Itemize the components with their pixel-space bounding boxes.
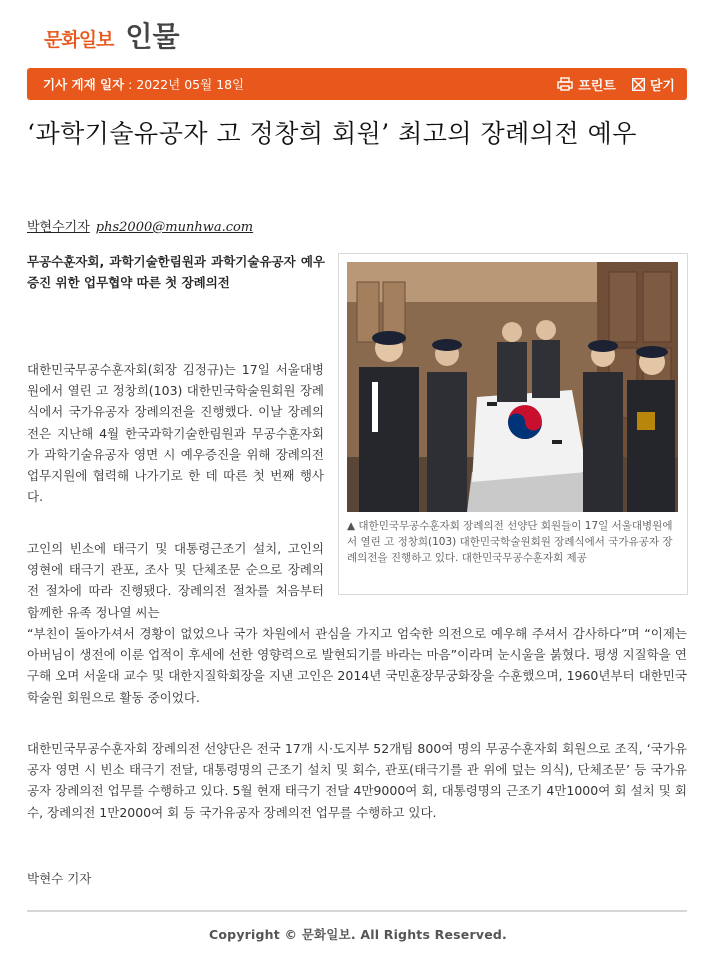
site-logo[interactable] (44, 16, 180, 52)
article-paragraph-2a: 고인의 빈소에 태극기 및 대통령근조기 설치, 고인의 영현에 태극기 관포, 조사 및 단체조문 순으로 장례의전 절차에 따라 진행됐다. 장례의전 절차를 처음부터 함께한 유족 정나열 씨는 (27, 541, 324, 620)
print-button[interactable] (557, 75, 616, 94)
printer-icon (557, 77, 573, 91)
article-paragraph-3: 대한민국무공수훈자회 장례의전 선양단은 전국 17개 시·도지부 52개팀 800여 명의 무공수훈자회 회원으로 조직, ‘국가유공자 영면 시 빈소 태극기 전달, 대통령명의 근조기 설치 및 회수, 관포(태극기를 관 위에 덮는 의식), 단체조문’ 등 국가유공자 장례의전 업무를 수행하고 있다. 5월 현재 태극기 전달 4만9000여 회, 대통령명의 근조기 4만1000여 회 설치 및 회수, 장례의전 1만2000여 회 등 국가유공자 장례의전 업무를 수행하고 있다. (27, 741, 687, 820)
byline-email[interactable]: phs2000@munhwa.com (95, 220, 254, 235)
photo-figure (338, 253, 688, 595)
logo-brand: 문화일보 (44, 29, 114, 51)
article-toolbar (27, 68, 687, 100)
close-box-icon (632, 78, 645, 91)
reporter-sign: 박현수 기자 (27, 871, 92, 886)
publish-date-sep: : (124, 77, 137, 92)
section-name: 인물 (125, 20, 180, 53)
close-button[interactable] (632, 75, 675, 94)
publish-date (43, 75, 244, 93)
article-tools (557, 75, 675, 94)
publish-date-label: 기사 게재 일자 (43, 77, 125, 92)
article-title: ‘과학기술유공자 고 정창희 회원’ 최고의 장례의전 예우 (27, 119, 637, 148)
copyright-notice: Copyright © 문화일보. All Rights Reserved. (209, 927, 507, 942)
article-subhead: 무공수훈자회, 과학기술한림원과 과학기술유공자 예우증진 위한 업무협약 따른 첫 장례의전 (27, 254, 325, 290)
close-label: 닫기 (649, 78, 675, 94)
article-photo (347, 262, 678, 512)
photo-caption: ▲ 대한민국무공수훈자회 장례의전 선양단 회원들이 17일 서울대병원에서 열린 고 정창희(103) 대한민국학술원회원 장례식에서 국가유공자 장례의전을 진행하고 있다. 대한민국무공수훈자회 제공 (347, 520, 673, 564)
byline[interactable] (27, 216, 253, 235)
article-paragraph-1: 대한민국무공수훈자회(회장 김정규)는 17일 서울대병원에서 열린 고 정창희(103) 대한민국학술원회원 장례식에서 국가유공자 장례의전을 진행했다. 이날 장례의전은 지난해 4월 한국과학기술한림원과 무공수훈자회가 과학기술유공자 영면 시 예우증진을 위해 장례의전 업무지원에 협력해 나가기로 한 데 따른 첫 번째 행사다. (27, 362, 324, 505)
footer-divider (27, 910, 687, 912)
article-paragraph-2b: “부친이 돌아가셔서 경황이 없었으나 국가 차원에서 관심을 가지고 엄숙한 의전으로 예우해 주셔서 감사하다”며 “이제는 아버님이 생전에 이룬 업적이 후세에 선한 영향력으로 발현되기를 바라는 마음”이라며 눈시울을 붉혔다. 평생 지질학을 연구해 오며 서울대 교수 및 대한지질학회장을 지낸 고인은 2014년 국민훈장무궁화장을 수훈했으며, 1960년부터 대한민국학술원 회원으로 활동 중이었다. (27, 626, 687, 705)
print-label: 프린트 (578, 78, 616, 94)
byline-name: 박현수기자 (27, 220, 90, 235)
publish-date-value: 2022년 05월 18일 (136, 77, 245, 92)
